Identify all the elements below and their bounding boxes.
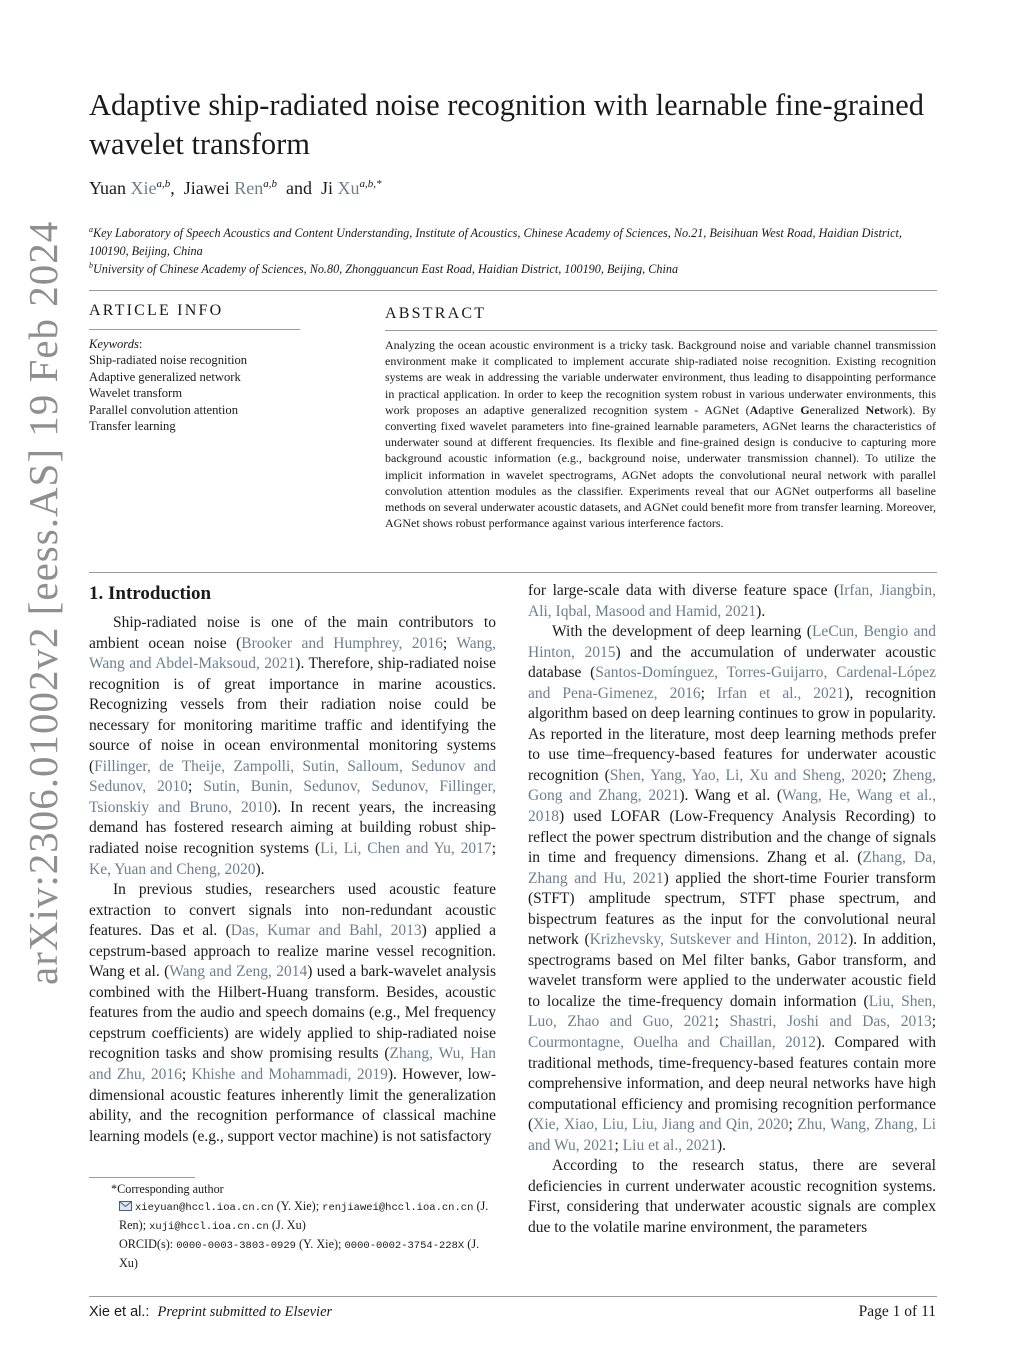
citation-link[interactable]: Wang, He, Wang et al., 2018 — [528, 787, 936, 826]
paragraph-text: Ship-radiated noise is one of the main contributors to ambient ocean noise ( — [89, 614, 496, 652]
arxiv-stamp: arXiv:2306.01002v2 [eess.AS] 19 Feb 2024 — [20, 220, 66, 985]
paragraph — [528, 581, 936, 622]
citation-link[interactable]: Shen, Yang, Yao, Li, Xu and Sheng, 2020 — [609, 766, 883, 784]
abstract-heading: ABSTRACT — [385, 305, 487, 322]
email-line: xieyuan@hccl.ioa.cn.cn (Y. Xie); renjiawei@hccl.ioa.cn.cn (J. Ren); xuji@hccl.ioa.cn.cn (J. Xu) — [119, 1199, 489, 1233]
paragraph-text: ). — [255, 860, 265, 878]
paragraph-text: ). Compared with traditional methods, time-frequency-based features contain more comprehensive information, and deep neural networks have high computational efficiency and promising recognition performance ( — [528, 1034, 936, 1134]
paragraph-text: ). — [756, 602, 766, 620]
paragraph-text: ; — [614, 1136, 623, 1154]
paragraph-text: for large-scale data with diverse feature space ( — [528, 582, 840, 599]
citation-link[interactable]: Courmontagne, Ouelha and Chaillan, 2012 — [528, 1034, 817, 1052]
keyword-item: Adaptive generalized network — [89, 369, 241, 384]
citation-link[interactable]: Shastri, Joshi and Das, 2013 — [729, 1013, 932, 1031]
corresponding-author-note: *Corresponding author — [111, 1182, 224, 1196]
email-link[interactable]: renjiawei@hccl.ioa.cn.cn — [322, 1202, 474, 1214]
left-column — [89, 613, 496, 1147]
paragraph-text: ; — [491, 840, 496, 858]
paragraph-text: ). In addition, spectrograms based on Mel filter banks, Gabor transform, and wavelet transform were applied to the underwater acoustic field to localize the time-frequency domain information ( — [528, 931, 937, 1010]
author-surname-link[interactable]: Xu — [337, 178, 360, 198]
paragraph-text: ). Wang et al. ( — [679, 787, 783, 805]
paragraph-text: ) used a bark-wavelet analysis combined with the Hilbert-Huang transform. Besides, acoustic features from the audio and speech domains (e.g., Mel frequency cepstrum coefficients) are widely applied to ship-radiated noise recognition tasks and show promising results ( — [89, 963, 496, 1063]
paragraph-text: ; — [181, 1066, 192, 1084]
paragraph-text: ). — [716, 1136, 726, 1154]
citation-link[interactable]: Irfan, Jiangbin, Ali, Iqbal, Masood and Hamid, 2021 — [528, 582, 936, 620]
email-link[interactable]: xieyuan@hccl.ioa.cn.cn — [135, 1202, 274, 1214]
citation-link[interactable]: Krizhevsky, Sutskever and Hinton, 2012 — [589, 931, 849, 949]
paragraph-text: ) applied a cepstrum-based approach to realize marine vessel recognition. Wang et al. ( — [89, 922, 496, 981]
abstract-divider — [89, 572, 937, 573]
citation-link[interactable]: Fillinger, de Theije, Zampolli, Sutin, Salloum, Sedunov and Sedunov, 2010 — [89, 757, 496, 796]
citation-link[interactable]: LeCun, Bengio and Hinton, 2015 — [528, 623, 937, 661]
citation-link[interactable]: Irfan et al., 2021 — [716, 684, 845, 702]
abstract-rule — [385, 330, 937, 331]
affiliation-b: $^b$University of Chinese Academy of Sciences, No.80, Zhongguancun East Road, Haidian District, 100190, Beijing, China — [89, 261, 679, 277]
paragraph-text: ; — [931, 1013, 937, 1031]
paragraph-text: ; — [700, 684, 717, 702]
keyword-item: Transfer learning — [89, 419, 176, 434]
citation-link[interactable]: Liu, Shen, Luo, Zhao and Guo, 2021 — [528, 992, 936, 1031]
citation-link[interactable]: Zhu, Wang, Zhang, Li and Wu, 2021 — [528, 1116, 937, 1154]
citation-link[interactable]: Zheng, Gong and Zhang, 2021 — [528, 766, 936, 805]
affiliation-a: $^a$Key Laboratory of Speech Acoustics and Content Understanding, Institute of Acoustics, Chinese Academy of Sciences, No.21, Beisihuan West Road, Haidian District, 100190, Beijing, China — [89, 225, 902, 259]
citation-link[interactable]: Wang and Zeng, 2014 — [169, 963, 308, 981]
email-link[interactable]: xuji@hccl.ioa.cn.cn — [149, 1221, 269, 1233]
paragraph-text: ). However, low-dimensional acoustic features inherently limit the generalization ability, and the recognition performance of classical machine learning models (e.g., support vector machine) is not satisfactory — [89, 1066, 496, 1145]
paragraph-text: According to the research status, there are several deficiencies in current underwater acoustic recognition systems. First, considering that underwater acoustic signals are complex due to the volatile marine environment, the parameters — [528, 1157, 936, 1236]
author-2: Jiawei Ren$^{a,b}$ — [183, 178, 277, 198]
paragraph-text: ). Therefore, ship-radiated noise recognition is of great importance in marine acoustics. Recognizing vessels from their radiation noise could be necessary for monitoring maritime traffic and identifying the source of noise in ocean environmental monitoring systems ( — [89, 655, 497, 775]
keyword-item: Ship-radiated noise recognition — [89, 353, 248, 368]
paragraph-text: ) used LOFAR (Low-Frequency Analysis Recording) to reflect the power spectrum distribution and the change of signals in time and frequency dimensions. Zhang et al. ( — [528, 808, 936, 867]
orcid-line: ORCID(s): 0000-0003-3803-0929 (Y. Xie); 0000-0002-3754-228X (J. Xu) — [119, 1237, 480, 1270]
orcid-link[interactable]: 0000-0002-3754-228X — [344, 1240, 465, 1252]
paragraph-text: In previous studies, researchers used acoustic feature extraction to convert signals into non-redundant acoustic features. Das et al. ( — [89, 881, 496, 940]
section-heading-introduction: 1. Introduction — [89, 583, 212, 604]
keywords-list: Keywords: Ship-radiated noise recognition Adaptive generalized network Wavelet transform Parallel convolution attention Transfer learning — [89, 336, 309, 434]
abstract-text: Analyzing the ocean acoustic environment is a tricky task. Background noise and variable channel transmission environment make it complicated to implement accurate ship-radiated noise recognition. Existing recognition systems are weak in addressing the variable underwater environment, thus leading to disappointing performance in practical application. In order to keep the recognition system robust in various underwater environments, this work proposes an adaptive generalized recognition system - AGNet (Adaptive Generalized Network). By converting fixed wavelet parameters into fine-grained learnable parameters, AGNet learns the characteristics of underwater sound at different frequencies. Its flexible and fine-grained design is conducive to capturing more background acoustic information (e.g., background noise, underwater transmission channel). To utilize the implicit information in wavelet spectrograms, AGNet adopts the convolutional neural network with parallel convolution attention modules as the classifier. Experiments reveal that our AGNet outperforms all baseline methods on several underwater acoustic datasets, and AGNet could benefit more from transfer learning. Moreover, AGNet shows robust performance against various interference factors. — [385, 338, 936, 531]
citation-link[interactable]: Zhang, Da, Zhang and Hu, 2021 — [528, 849, 936, 887]
article-info-heading: ARTICLE INFO — [89, 302, 224, 319]
paragraph-text: ; — [188, 778, 204, 796]
author-3: Ji $Xu^{a,b,*}$ — [320, 178, 382, 198]
header-divider — [89, 290, 937, 291]
footnote-rule — [89, 1177, 195, 1178]
paragraph — [89, 613, 496, 880]
footer-running-title: Xie et al.: Preprint submitted to Elsevier — [89, 1304, 333, 1320]
citation-link[interactable]: Zhang, Wu, Han and Zhu, 2016 — [89, 1045, 496, 1084]
paragraph — [528, 622, 936, 1156]
paragraph-text: ; — [882, 766, 893, 784]
paragraph-text: ), recognition algorithm based on deep learning continues to grow in popularity. As reported in the literature, most deep learning methods prefer to use time–frequency-based features for underwater acoustic recognition ( — [528, 684, 936, 784]
author-1: Yuan Xie$^{a,b}$ — [89, 178, 171, 198]
citation-link[interactable]: Wang, Wang and Abdel-Maksoud, 2021 — [89, 634, 496, 673]
orcid-link[interactable]: 0000-0003-3803-0929 — [176, 1240, 296, 1252]
citation-link[interactable]: Li, Li, Chen and Yu, 2017 — [320, 840, 492, 858]
citation-link[interactable]: Brooker and Humphrey, 2016 — [241, 634, 443, 652]
paragraph — [89, 880, 496, 1147]
paragraph-text: With the development of deep learning ( — [552, 623, 812, 641]
paragraph-text: ) and the accumulation of underwater acoustic database ( — [528, 643, 936, 682]
page-number: Page 1 of 11 — [858, 1303, 936, 1320]
paragraph-text: ) applied the short-time Fourier transform (STFT) amplitude spectrum, STFT phase spectrum, and bispectrum features as the input for the convolutional neural network ( — [528, 869, 936, 949]
article-info-rule — [89, 329, 300, 330]
citation-link[interactable]: Khishe and Mohammadi, 2019 — [191, 1066, 388, 1084]
keyword-item: Parallel convolution attention — [89, 402, 238, 417]
citation-link[interactable]: Xie, Xiao, Liu, Liu, Jiang and Qin, 2020 — [533, 1116, 789, 1134]
author-list: Yuan Xie$^{a,b}$, Jiawei Ren$^{a,b}$ and Ji $Xu^{a,b,*}$ — [89, 178, 382, 198]
citation-link[interactable]: Santos-Domínguez, Torres-Guijarro, Cardenal-López and Pena-Gimenez, 2016 — [528, 664, 936, 702]
citation-link[interactable]: Sutin, Bunin, Sedunov, Sedunov, Fillinger, Tsionskiy and Bruno, 2010 — [89, 778, 497, 816]
paragraph-text: ; — [788, 1116, 798, 1134]
paragraph-text: ; — [714, 1013, 730, 1031]
paper-title: Adaptive ship-radiated noise recognition with learnable fine-grained wavelet transform — [89, 88, 925, 161]
citation-link[interactable]: Liu et al., 2021 — [622, 1136, 717, 1154]
right-column — [528, 581, 936, 1239]
paragraph — [528, 1156, 936, 1238]
footer-rule — [89, 1296, 937, 1297]
paragraph-text: ; — [442, 634, 457, 652]
author-surname-link[interactable]: Ren — [234, 178, 264, 198]
footnote — [89, 1181, 495, 1272]
author-surname-link[interactable]: Xie — [130, 178, 157, 198]
citation-link[interactable]: Ke, Yuan and Cheng, 2020 — [89, 860, 256, 878]
citation-link[interactable]: Das, Kumar and Bahl, 2013 — [230, 922, 422, 940]
envelope-icon — [119, 1199, 132, 1216]
keyword-item: Wavelet transform — [89, 386, 183, 401]
paragraph-text: ). In recent years, the increasing demand has fostered research aiming at building robust ship-radiated noise recognition systems ( — [89, 798, 497, 858]
